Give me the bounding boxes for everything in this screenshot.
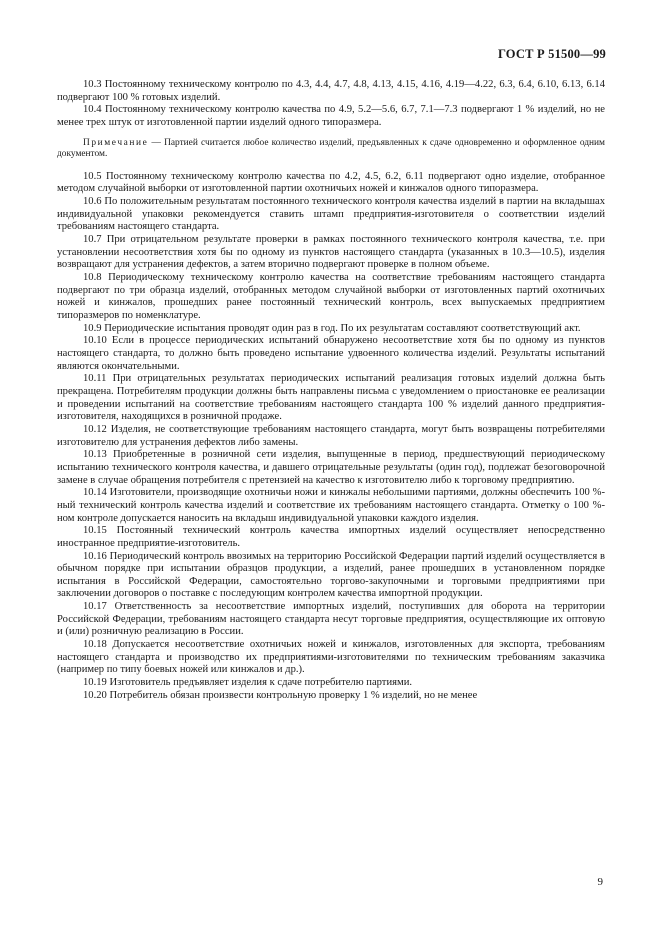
paragraph-10-6: 10.6 По положительным результатам постоянного технического контроля качества изделий в партии на вкладышах индивидуальной упаковки рекомендуется ставить штамп предприятия-изготовителя о соответствии изделий требованиям настоящего стандарта.	[57, 196, 605, 233]
paragraph-10-16: 10.16 Периодический контроль ввозимых на территорию Российской Федерации партий изделий осуществляется в обычном порядке при испытании образцов продукции, а изделий, ранее прошедших в установленном порядке испытания в Российской Федерации, самостоятельно торгово-закупочными и торговыми предприятиями при заключении договоров о поставке с последующим контролем качества импортной продукции.	[57, 550, 605, 600]
paragraph-10-15: 10.15 Постоянный технический контроль качества импортных изделий осуществляет непосредственно иностранное предприятие-изготовитель.	[57, 525, 605, 549]
paragraph-10-9: 10.9 Периодические испытания проводят один раз в год. По их результатам составляют соответствующий акт.	[83, 322, 581, 334]
paragraph-10-12: 10.12 Изделия, не соответствующие требованиям настоящего стандарта, могут быть возвращены потребителями изготовителю для устранения дефектов либо замены.	[57, 423, 605, 448]
paragraph-10-5: 10.5 Постоянному техническому контролю качества по 4.2, 4.5, 6.2, 6.11 подвергают одно изделие, отобранное методом случайной выборки от изготовленной партии охотничьих ножей и кинжалов одного типоразмера.	[57, 170, 605, 195]
document-body	[57, 79, 605, 702]
paragraph-10-8: 10.8 Периодическому техническому контролю качества на соответствие требованиям настоящего стандарта подвергают по три образца изделий, отобранных методом случайной выборки от изготовленных партий охотничьих ножей и кинжалов, прошедших ранее постоянный технический контроль, всех выпускаемых предприятием типоразмеров по номенклатуре.	[57, 272, 605, 322]
paragraph-10-14: 10.14 Изготовители, производящие охотничьи ножи и кинжалы небольшими партиями, должны обеспечить 100 %-ный технический контроль качества изделий и соответствие их требованиям настоящего стандарта. Отметку о 100 %-ном контроле допускается наносить на вкладыш индивидуальной упаковки каждого изделия.	[57, 487, 605, 524]
paragraph-10-4: 10.4 Постоянному техническому контролю качества по 4.9, 5.2—5.6, 6.7, 7.1—7.3 подвергают 1 % изделий, но не менее трех штук от изготовленной партии изделий одного типоразмера.	[57, 104, 605, 128]
paragraph-10-7: 10.7 При отрицательном результате проверки в рамках постоянного технического контроля качества, т.е. при установлении несоответствия хотя бы по одному из пунктов настоящего стандарта (указанных в 10.3—10.5), изделия возвращают для устранения дефектов, а затем вторично подвергают проверке в полном объеме.	[57, 234, 605, 271]
paragraph-10-20: 10.20 Потребитель обязан произвести контрольную проверку 1 % изделий, но не менее	[83, 689, 478, 701]
paragraph-10-10: 10.10 Если в процессе периодических испытаний обнаружено несоответствие хотя бы по одному из пунктов настоящего стандарта, то должно быть проведено испытание удвоенного количества изделий. Результаты испытаний являются окончательными.	[57, 335, 605, 372]
paragraph-10-17: 10.17 Ответственность за несоответствие импортных изделий, поступивших для оборота на территории Российской Федерации, требованиям настоящего стандарта несут торговые предприятия, осуществляющие их оптовую и (или) розничную реализацию в России.	[57, 601, 605, 638]
page-number: 9	[597, 876, 603, 888]
note	[57, 138, 605, 161]
paragraph-10-13: 10.13 Приобретенные в розничной сети изделия, выпущенные в период, предшествующий периодическому испытанию технического контроля качества, и давшего отрицательные результаты (один год), подлежат безоговорочной замене в случае обращения потребителя с претензией на качество к изготовителю либо к торговому предприятию.	[57, 449, 605, 486]
paragraph-10-18: 10.18 Допускается несоответствие охотничьих ножей и кинжалов, изготовленных для экспорта, требованиям настоящего стандарта и производство их предприятиями-изготовителями по техническим требованиям заказчика (например по типу боевых ножей или кинжалов и др.).	[57, 639, 605, 676]
note-label: Примечание	[83, 137, 149, 148]
paragraph-10-3: 10.3 Постоянному техническому контролю по 4.3, 4.4, 4.7, 4.8, 4.13, 4.15, 4.16, 4.19—4.22, 6.3, 6.4, 6.10, 6.13, 6.14 подвергают 100 % готовых изделий.	[57, 79, 605, 103]
note-text: — Партией считается любое количество изделий, предъявленных к сдаче одновременно и оформленное одним документом.	[57, 137, 605, 160]
paragraph-10-11: 10.11 При отрицательных результатах периодических испытаний реализация готовых изделий должна быть прекращена. Потребителям продукции должны быть направлены письма с уведомлением о приостановке ее реализации и проведении испытаний на соответствие требованиям настоящего стандарта 100 % изделий данного предприятия-изготовителя, находящихся в розничной продаже.	[57, 373, 605, 423]
document-header: ГОСТ Р 51500—99	[497, 47, 606, 61]
paragraph-10-19: 10.19 Изготовитель предъявляет изделия к сдаче потребителю партиями.	[83, 677, 413, 689]
